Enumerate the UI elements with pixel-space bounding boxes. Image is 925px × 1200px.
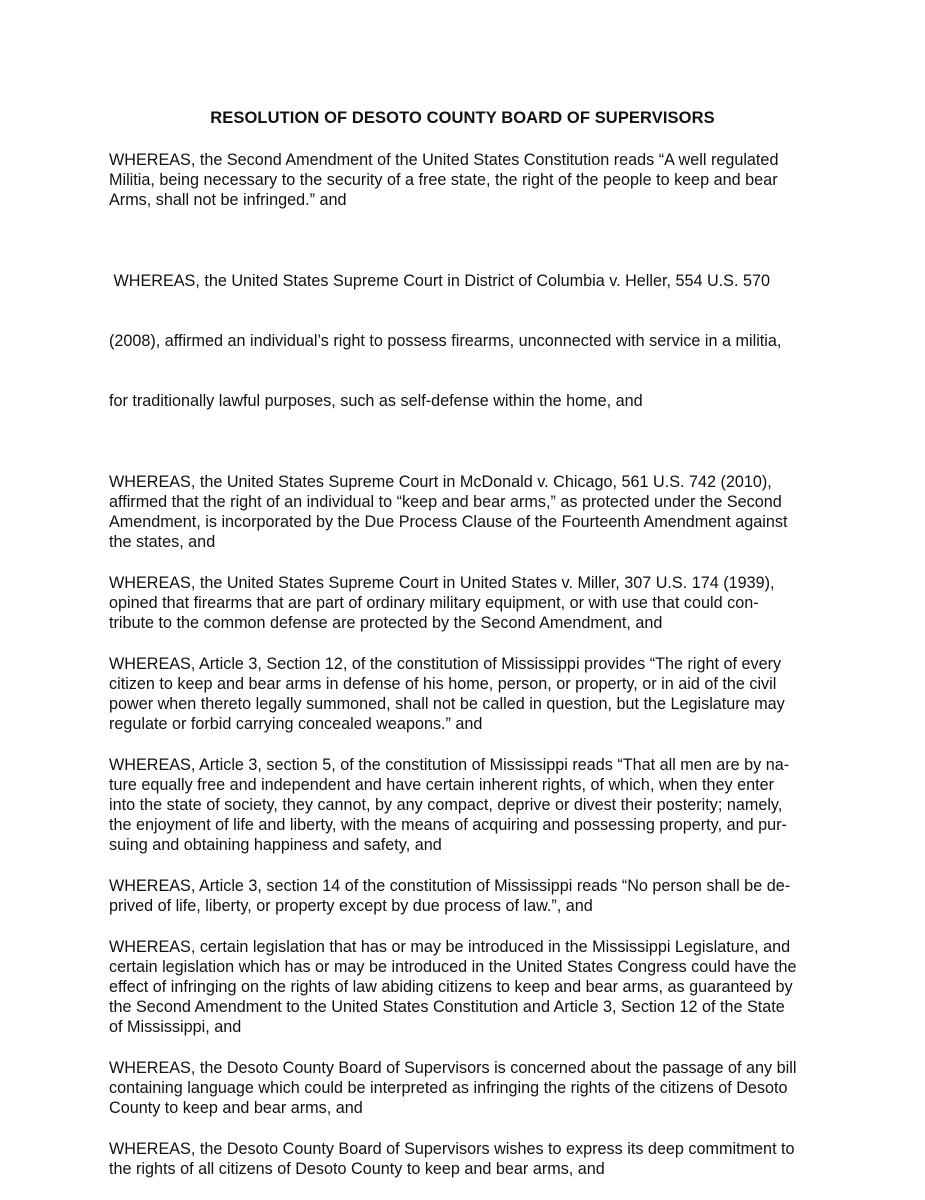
paragraph-line: WHEREAS, the United States Supreme Court in United States v. Miller, 307 U.S. 174 (1939), <box>109 574 775 592</box>
whereas-paragraph-4 <box>109 573 821 633</box>
paragraph-line: WHEREAS, Article 3, section 14 of the constitution of Mississippi reads “No person shall be de- <box>109 877 791 895</box>
paragraph-line: ture equally free and independent and have certain inherent rights, of which, when they enter <box>109 776 775 794</box>
whereas-paragraph-9 <box>109 1058 821 1118</box>
paragraph-line: WHEREAS, certain legislation that has or may be introduced in the Mississippi Legislature, and <box>109 938 791 956</box>
whereas-paragraph-2 <box>109 231 821 451</box>
paragraph-line: the states, and <box>109 533 216 551</box>
paragraph-line: WHEREAS, Article 3, Section 12, of the constitution of Mississippi provides “The right of every <box>109 655 782 673</box>
paragraph-line: WHEREAS, the Desoto County Board of Supervisors is concerned about the passage of any bill <box>109 1059 797 1077</box>
whereas-paragraph-3 <box>109 472 821 552</box>
whereas-paragraph-5 <box>109 654 821 734</box>
paragraph-line: containing language which could be interpreted as infringing the rights of the citizens of Desoto <box>109 1079 788 1097</box>
whereas-paragraph-6 <box>109 755 821 855</box>
document-title: RESOLUTION OF DESOTO COUNTY BOARD OF SUPERVISORS <box>210 109 715 127</box>
paragraph-line: power when thereto legally summoned, shall not be called in question, but the Legislature may <box>109 695 785 713</box>
paragraph-line: opined that firearms that are part of ordinary military equipment, or with use that could con- <box>109 594 759 612</box>
paragraph-line: Militia, being necessary to the security of a free state, the right of the people to keep and bear <box>109 171 778 189</box>
paragraph-line: prived of life, liberty, or property except by due process of law.”, and <box>109 897 593 915</box>
paragraph-line: WHEREAS, the Desoto County Board of Supervisors wishes to express its deep commitment to <box>109 1140 795 1158</box>
whereas-paragraph-7 <box>109 876 821 916</box>
paragraph-line: for traditionally lawful purposes, such as self-defense within the home, and <box>109 392 643 410</box>
paragraph-line: Amendment, is incorporated by the Due Process Clause of the Fourteenth Amendment against <box>109 513 788 531</box>
paragraph-line: suing and obtaining happiness and safety, and <box>109 836 442 854</box>
paragraph-line: WHEREAS, the United States Supreme Court in District of Columbia v. Heller, 554 U.S. 570 <box>109 272 770 290</box>
whereas-paragraph-8 <box>109 937 821 1037</box>
paragraph-line: certain legislation which has or may be introduced in the United States Congress could have the <box>109 958 797 976</box>
paragraph-line: the rights of all citizens of Desoto County to keep and bear arms, and <box>109 1160 605 1178</box>
paragraph-line: WHEREAS, Article 3, section 5, of the constitution of Mississippi reads “That all men are by na- <box>109 756 790 774</box>
paragraph-line: citizen to keep and bear arms in defense of his home, person, or property, or in aid of the civil <box>109 675 777 693</box>
paragraph-line: (2008), affirmed an individual’s right to possess firearms, unconnected with service in a militia, <box>109 332 782 350</box>
document-body <box>109 150 821 1200</box>
paragraph-line: of Mississippi, and <box>109 1018 242 1036</box>
paragraph-line: tribute to the common defense are protected by the Second Amendment, and <box>109 614 663 632</box>
paragraph-line: effect of infringing on the rights of law abiding citizens to keep and bear arms, as guaranteed by <box>109 978 793 996</box>
paragraph-line: County to keep and bear arms, and <box>109 1099 363 1117</box>
paragraph-line: WHEREAS, the Second Amendment of the United States Constitution reads “A well regulated <box>109 151 779 169</box>
paragraph-line: the Second Amendment to the United States Constitution and Article 3, Section 12 of the State <box>109 998 785 1016</box>
paragraph-line: WHEREAS, the United States Supreme Court in McDonald v. Chicago, 561 U.S. 742 (2010), <box>109 473 772 491</box>
paragraph-line: regulate or forbid carrying concealed weapons.” and <box>109 715 483 733</box>
paragraph-line: affirmed that the right of an individual to “keep and bear arms,” as protected under the Second <box>109 493 782 511</box>
whereas-paragraph-1 <box>109 150 821 210</box>
paragraph-line: into the state of society, they cannot, by any compact, deprive or divest their posterity; namely, <box>109 796 783 814</box>
paragraph-line: Arms, shall not be infringed.” and <box>109 191 347 209</box>
paragraph-line: the enjoyment of life and liberty, with the means of acquiring and possessing property, and pur- <box>109 816 787 834</box>
whereas-paragraph-10 <box>109 1139 821 1179</box>
